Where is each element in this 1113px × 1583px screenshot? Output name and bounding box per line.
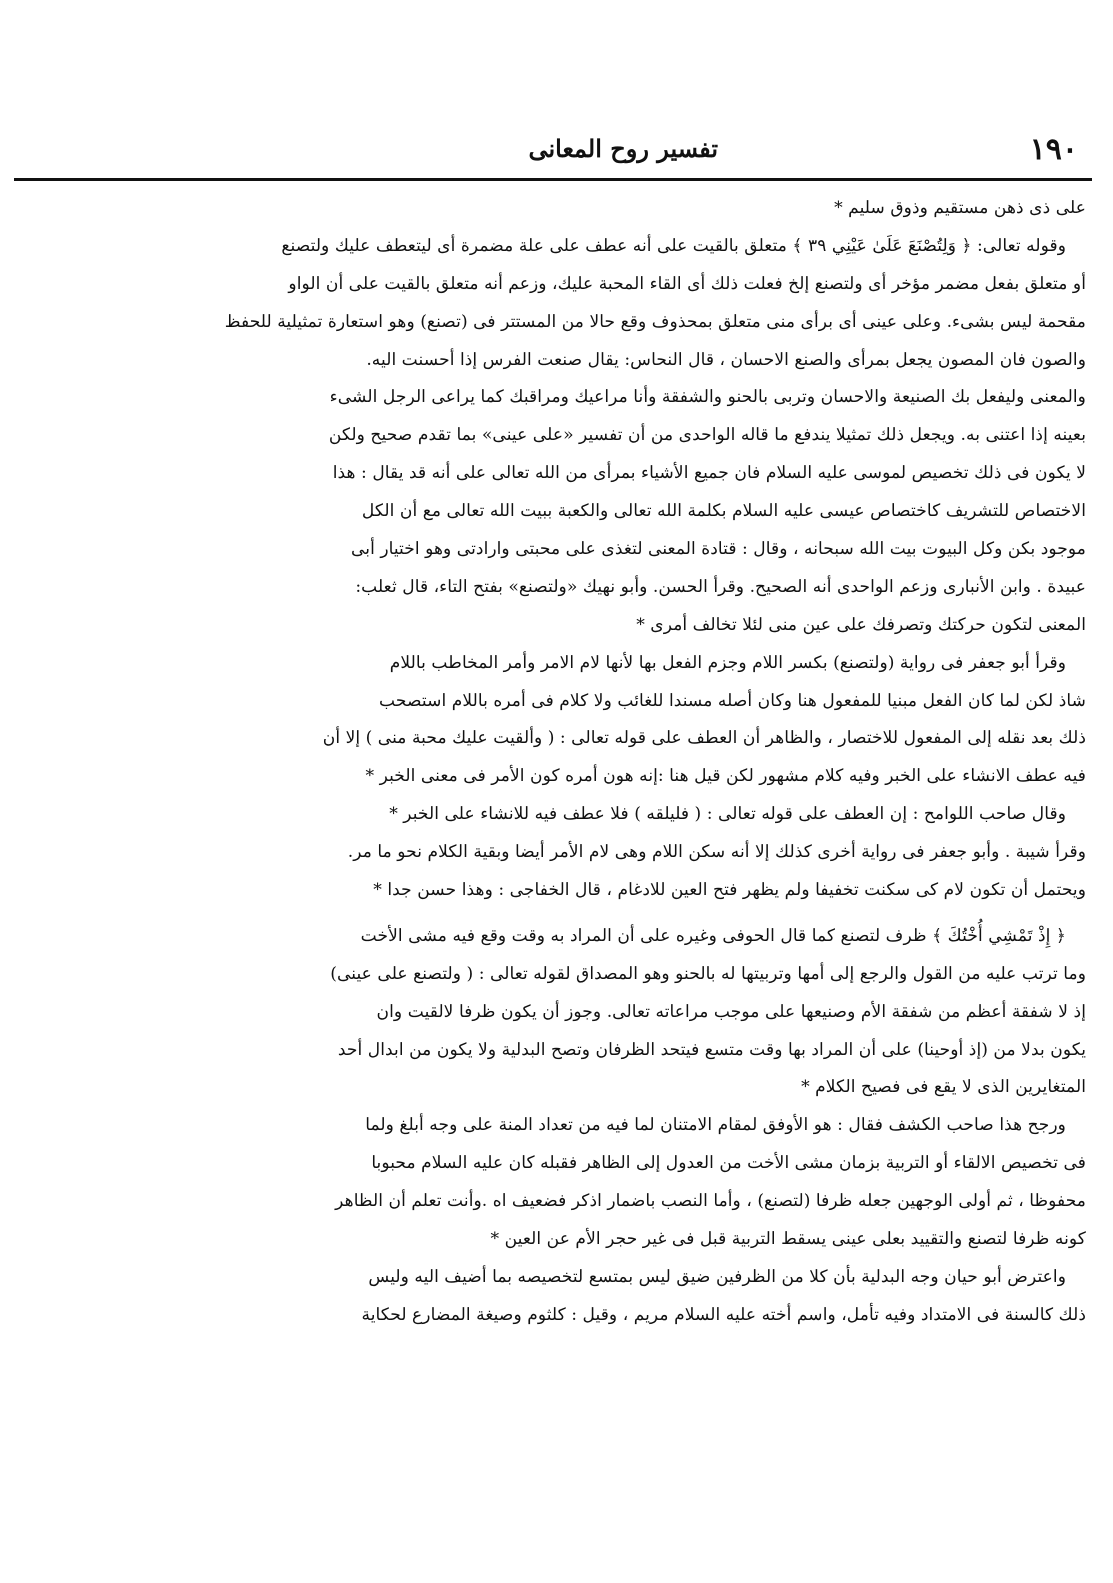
text-line: والصون فان المصون يجعل بمرأى والصنع الاحسان ، قال النحاس: يقال صنعت الفرس إذا أحسنت اليه. bbox=[366, 349, 1086, 370]
text-line: واعترض أبو حيان وجه البدلية بأن كلا من الظرفين ضيق ليس بمتسع لتخصيصه بما أضيف اليه وليس bbox=[368, 1266, 1066, 1287]
header-rule bbox=[14, 178, 1092, 181]
text-line: ذلك بعد نقله إلى المفعول للاختصار ، والظاهر أن العطف على قوله تعالى : ( وألقيت عليك محبة منى ) إلا أن bbox=[322, 728, 1086, 749]
page-number: ١٩٠ bbox=[1029, 132, 1078, 167]
text-line: عبيدة . وابن الأنبارى وزعم الواحدى أنه الصحيح. وقرأ الحسن. وأبو نهيك «ولتصنع» بفتح التاء، قال ثعلب: bbox=[355, 576, 1086, 597]
text-line: وقوله تعالى: ﴿ وَلِتُصْنَعَ عَلَىٰ عَيْنِي ٣٩ ﴾ متعلق بالقيت على أنه عطف على علة مضمرة أى ليتعطف عليك ولتصنع bbox=[281, 235, 1066, 256]
text-line: بعينه إذا اعتنى به. ويجعل ذلك تمثيلا يندفع ما قاله الواحدى من أن تفسير «على عينى» بما تقدم صحيح ولكن bbox=[328, 425, 1086, 446]
text-line: وقرأ شيبة . وأبو جعفر فى رواية أخرى كذلك إلا أنه سكن اللام وهى لام الأمر أيضا وبقية الكلام نحو ما مر. bbox=[347, 842, 1086, 863]
text-line: المتغايرين الذى لا يقع فى فصيح الكلام * bbox=[801, 1077, 1086, 1098]
text-line: والمعنى وليفعل بك الصنيعة والاحسان وتربى بالحنو والشفقة وأنا مراعيك ومراقبك كما يراعى الرجل الشىء bbox=[329, 387, 1086, 408]
text-line: على ذى ذهن مستقيم وذوق سليم * bbox=[834, 198, 1086, 218]
text-line: الاختصاص للتشريف كاختصاص عيسى عليه السلام بكلمة الله تعالى والكعبة ببيت الله تعالى مع أن الكل bbox=[361, 501, 1086, 522]
text-line: وقرأ أبو جعفر فى رواية (ولتصنع) بكسر اللام وجزم الفعل بها لأنها لام الامر وأمر المخاطب باللام bbox=[389, 652, 1066, 673]
text-line: ذلك كالسنة فى الامتداد وفيه تأمل، واسم أخته عليه السلام مريم ، وقيل : كلثوم وصيغة المضارع لحكاية bbox=[361, 1304, 1086, 1325]
text-line: فى تخصيص الالقاء أو التربية بزمان مشى الأخت من العدول إلى الظاهر فقبله كان عليه السلام محبوبا bbox=[371, 1153, 1086, 1174]
text-line: لا يكون فى ذلك تخصيص لموسى عليه السلام فان جميع الأشياء بمرأى من الله تعالى على أنه قد يقال : هذا bbox=[332, 463, 1086, 484]
text-line: ﴿ إِذْ تَمْشِي أُخْتُكَ ﴾ ظرف لتصنع كما قال الحوفى وغيره على أن المراد به وقت وقع فيه مشى الأخت bbox=[360, 925, 1066, 946]
text-line: إذ لا شفقة أعظم من شفقة الأم وصنيعها على موجب مراعاته تعالى. وجوز أن يكون ظرفا لالقيت وان bbox=[376, 1001, 1086, 1022]
text-line: المعنى لتكون حركتك وتصرفك على عين منى لئلا تخالف أمرى * bbox=[636, 614, 1086, 635]
text-line: وما ترتب عليه من القول والرجع إلى أمها وتربيتها له بالحنو وهو المصداق لقوله تعالى : ( ولتصنع على عينى) bbox=[330, 963, 1086, 984]
text-line: كونه ظرفا لتصنع والتقييد بعلى عينى يسقط التربية قبل فى غير حجر الأم عن العين * bbox=[490, 1229, 1086, 1250]
text-line: مقحمة ليس بشىء. وعلى عينى أى برأى منى متعلق بمحذوف وقع حالا من المستتر فى (تصنع) وهو استعارة تمثيلية للحفظ bbox=[224, 311, 1086, 332]
text-line: فيه عطف الانشاء على الخبر وفيه كلام مشهور لكن قيل هنا :إنه هون أمره كون الأمر فى معنى الخبر * bbox=[365, 766, 1086, 787]
text-line: يكون بدلا من (إذ أوحينا) على أن المراد بها وقت متسع فيتحد الظرفان وتصح البدلية ولا يكون من ابدال أحد bbox=[337, 1039, 1086, 1060]
text-line: شاذ لكن لما كان الفعل مبنيا للمفعول هنا وكان أصله مسندا للغائب ولا كلام فى أمره باللام استصحب bbox=[379, 690, 1086, 711]
running-title: تفسير روح المعانى bbox=[528, 134, 718, 163]
text-line: محفوظا ، ثم أولى الوجهين جعله ظرفا (لتصنع) ، وأما النصب باضمار اذكر فضعيف اه .وأنت تعلم أن الظاهر bbox=[335, 1191, 1086, 1212]
text-line: أو متعلق بفعل مضمر مؤخر أى ولتصنع إلخ فعلت ذلك أى القاء المحبة عليك، وزعم أنه متعلق بالقيت على أن الواو bbox=[288, 273, 1086, 294]
body-text bbox=[20, 190, 1086, 1335]
text-line: ورجح هذا صاحب الكشف فقال : هو الأوفق لمقام الامتنان لما فيه من تعداد المنة على وجه أبلغ ولما bbox=[365, 1115, 1066, 1136]
page-header bbox=[28, 128, 1078, 174]
text-line: ويحتمل أن تكون لام كى سكنت تخفيفا ولم يظهر فتح العين للادغام ، قال الخفاجى : وهذا حسن جدا * bbox=[373, 880, 1086, 901]
text-line: وقال صاحب اللوامح : إن العطف على قوله تعالى : ( فليلقه ) فلا عطف فيه للانشاء على الخبر * bbox=[389, 804, 1066, 825]
text-line: موجود بكن وكل البيوت بيت الله سبحانه ، وقال : قتادة المعنى لتغذى على محبتى وارادتى وهو اختيار أبى bbox=[350, 539, 1086, 560]
